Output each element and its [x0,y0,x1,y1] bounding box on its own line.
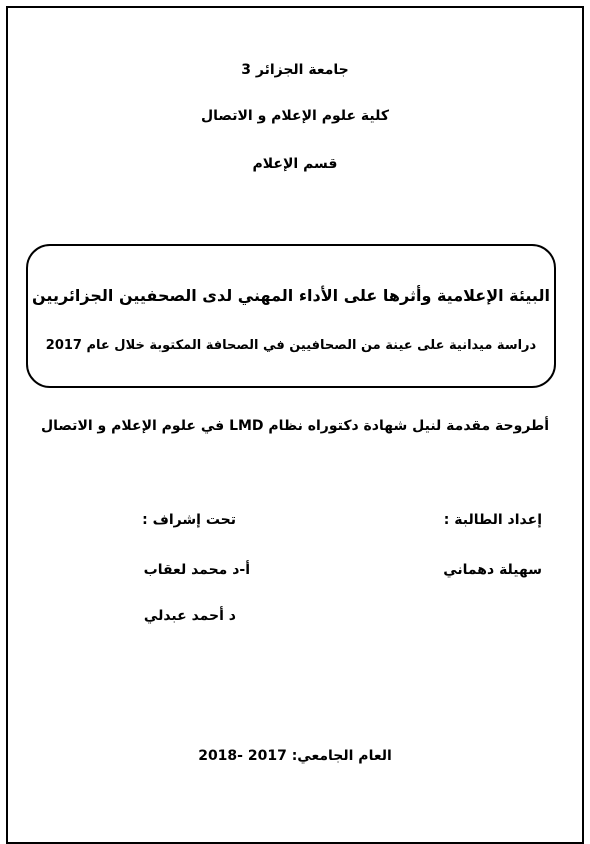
title-box [26,244,556,388]
department-name: قسم الإعلام [252,156,338,172]
co-supervisor-name: د أحمد عبدلي [143,608,236,624]
thesis-statement: أطروحة مقدمة لنيل شهادة دكتوراه نظام LMD في علوم الإعلام و الاتصال [40,418,550,434]
faculty-name: كلية علوم الإعلام و الاتصال [201,108,389,124]
supervision-label: تحت إشراف : [142,512,236,528]
academic-year: العام الجامعي: 2017 -2018 [198,748,392,764]
supervisor-name: أ-د محمد لعقاب [143,562,250,578]
prepared-by-label: إعداد الطالبة : [443,512,542,528]
student-name: سهيلة دهماني [443,562,542,578]
thesis-subtitle: دراسة ميدانية على عينة من الصحافيين في الصحافة المكتوبة خلال عام 2017 [45,338,537,353]
thesis-title: البيئة الإعلامية وأثرها على الأداء المهني لدى الصحفيين الجزائريين [32,286,550,305]
university-name: جامعة الجزائر 3 [241,62,349,78]
